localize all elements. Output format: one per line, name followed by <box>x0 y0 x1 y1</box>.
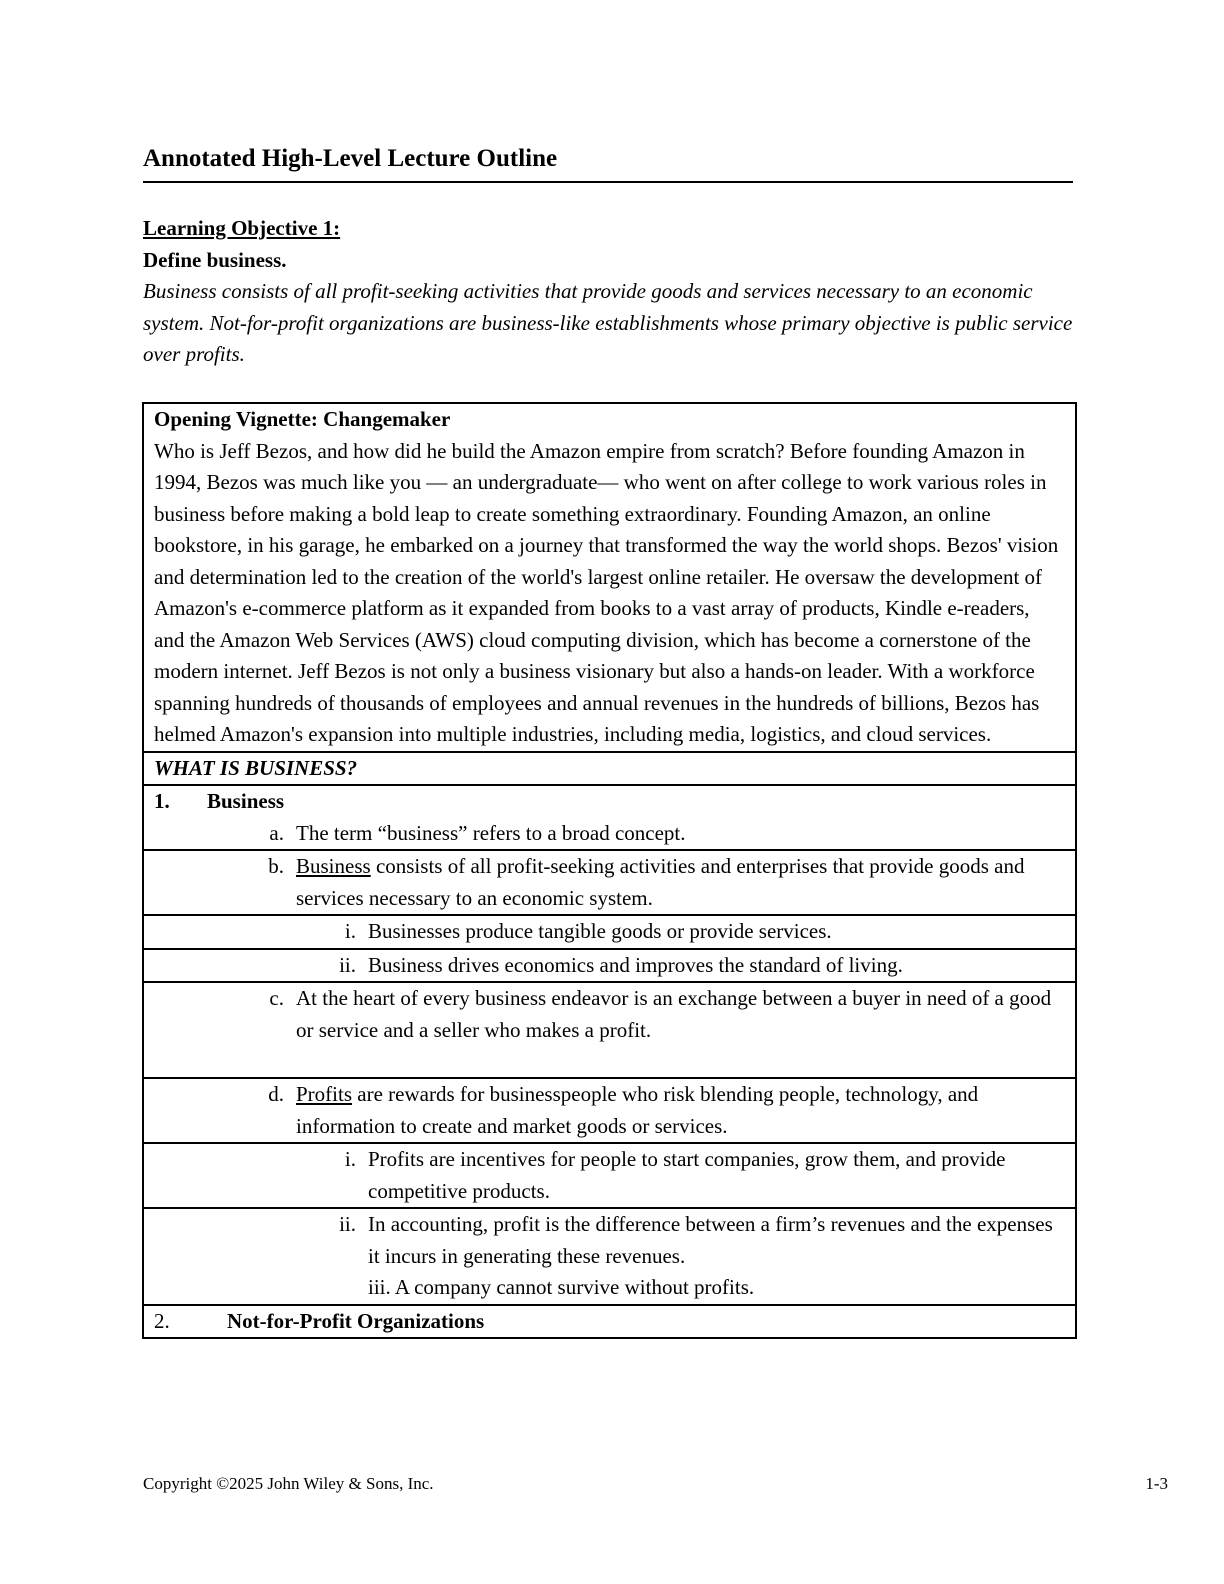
list-marker: b. <box>268 854 284 878</box>
table-row <box>143 403 1076 752</box>
list-text: In accounting, profit is the difference between a firm’s revenues and the expenses it incurs in generating these revenues. <box>368 1212 1053 1268</box>
list-text <box>296 1079 1065 1142</box>
learning-objective <box>143 213 1073 371</box>
copyright-footer: Copyright ©2025 John Wiley & Sons, Inc. <box>143 1474 434 1493</box>
key-term: Profits <box>296 1082 353 1106</box>
outline-number: 1. <box>154 789 170 813</box>
outline-subitem-d-i-cell <box>143 1143 1076 1208</box>
page-number: 1-3 <box>1145 1474 1168 1493</box>
list-text <box>296 851 1065 914</box>
section-heading-cell <box>143 752 1076 786</box>
page-title: Annotated High-Level Lecture Outline <box>143 143 1073 183</box>
outline-item-1 <box>154 786 1065 818</box>
outline-subitem-b-ii <box>154 950 1065 982</box>
list-marker: ii. <box>339 1212 356 1236</box>
vignette-cell <box>143 403 1076 752</box>
list-text: At the heart of every business endeavor is an exchange between a buyer in need of a good or service and a seller who makes a profit. <box>296 986 1052 1042</box>
list-marker: c. <box>269 986 284 1010</box>
outline-subitem-b-i-cell <box>143 915 1076 949</box>
definition-text: are rewards for businesspeople who risk blending people, technology, and information to create and market goods or services. <box>296 1082 979 1138</box>
outline-subitem-b-cell <box>143 850 1076 915</box>
outline-item-2 <box>154 1306 1065 1338</box>
table-row <box>143 850 1076 915</box>
outline-subitem-d-iii: iii. A company cannot survive without profits. <box>368 1275 755 1299</box>
outline-subitem-d <box>154 1079 1065 1142</box>
outline-subitem-b <box>154 851 1065 914</box>
vignette-title: Opening Vignette: Changemaker <box>154 407 451 431</box>
list-marker: i. <box>344 919 356 943</box>
list-text: Businesses produce tangible goods or provide services. <box>368 919 832 943</box>
key-term: Business <box>296 854 371 878</box>
list-text: Business drives economics and improves the standard of living. <box>368 952 903 977</box>
vignette-body: Who is Jeff Bezos, and how did he build the Amazon empire from scratch? Before founding Amazon in 1994, Bezos was much like you — an undergraduate— who went on after college to work various roles in business before making a bold leap to create something extraordinary. Founding Amazon, an online bookstore, in his garage, he embarked on a journey that transformed the way the world shops. Bezos' vision and determination led to the creation of the world's largest online retailer. He oversaw the development of Amazon's e-commerce platform as it expanded from books to a vast array of products, Kindle e-readers, and the Amazon Web Services (AWS) cloud computing division, which has become a cornerstone of the modern internet. Jeff Bezos is not only a business visionary but also a hands-on leader. With a workforce spanning hundreds of thousands of employees and annual revenues in the hundreds of billions, Bezos has helmed Amazon's expansion into multiple industries, including media, logistics, and cloud services. <box>154 438 1059 746</box>
table-row <box>143 915 1076 949</box>
list-text: The term “business” refers to a broad concept. <box>296 820 686 845</box>
table-row <box>143 1305 1076 1339</box>
table-row <box>143 1208 1076 1305</box>
outline-subitem-a <box>154 818 1065 850</box>
learning-objective-title: Define business. <box>143 247 287 272</box>
outline-subitem-d-cell <box>143 1078 1076 1143</box>
outline-subitem-d-ii-cell <box>143 1208 1076 1305</box>
table-row <box>143 982 1076 1078</box>
outline-subitem-b-i <box>154 916 1065 948</box>
list-text: Profits are incentives for people to start companies, grow them, and provide competitive products. <box>368 1147 1006 1203</box>
list-marker: ii. <box>339 952 356 977</box>
outline-heading: Business <box>207 789 285 813</box>
list-marker: d. <box>268 1082 284 1106</box>
outline-number: 2. <box>154 1308 170 1333</box>
outline-subitem-c-cell <box>143 982 1076 1078</box>
list-marker: i. <box>344 1147 356 1171</box>
table-row <box>143 752 1076 786</box>
outline-subitem-d-ii <box>154 1209 1065 1272</box>
outline-heading: Not-for-Profit Organizations <box>227 1308 485 1333</box>
outline-item-1-cell <box>143 785 1076 850</box>
outline-subitem-b-ii-cell <box>143 949 1076 983</box>
section-heading: WHAT IS BUSINESS? <box>154 755 358 780</box>
lecture-outline-table <box>142 402 1077 1339</box>
table-row <box>143 949 1076 983</box>
definition-text: consists of all profit-seeking activities and enterprises that provide goods and services necessary to an economic system. <box>296 854 1025 910</box>
outline-subitem-c <box>154 983 1065 1046</box>
outline-item-2-cell <box>143 1305 1076 1339</box>
table-row <box>143 1078 1076 1143</box>
learning-objective-description: Business consists of all profit-seeking activities that provide goods and services necessary to an economic system. Not-for-profit organizations are business-like establishments whose primary objective is public service over profits. <box>143 279 1073 366</box>
table-row <box>143 785 1076 850</box>
outline-subitem-d-i <box>154 1144 1065 1207</box>
learning-objective-label: Learning Objective 1: <box>143 216 341 240</box>
list-marker: a. <box>269 820 284 845</box>
table-row <box>143 1143 1076 1208</box>
